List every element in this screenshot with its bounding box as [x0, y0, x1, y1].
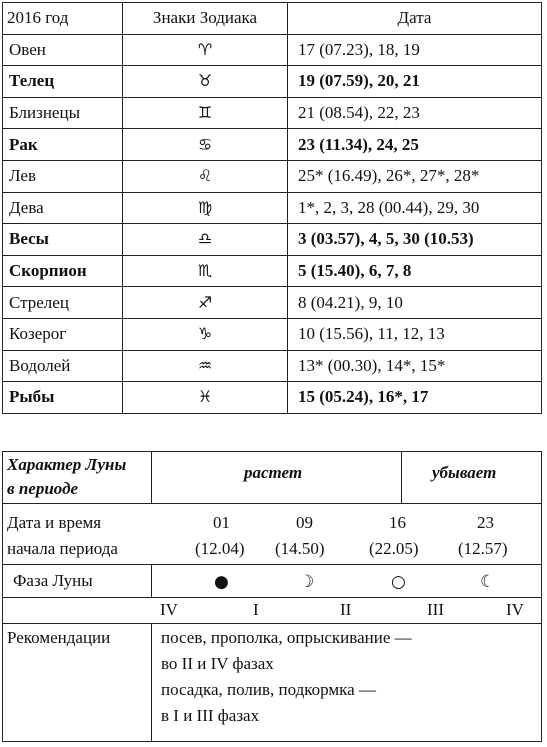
sign-name: Стрелец: [3, 287, 123, 319]
quarter-label: III: [427, 600, 444, 619]
pisces-icon: ♓︎: [197, 387, 213, 407]
sign-dates: 13* (00.30), 14*, 15*: [288, 350, 542, 382]
zodiac-table: [2, 2, 542, 414]
period-time: (12.04): [195, 539, 245, 558]
sign-name: Близнецы: [3, 97, 123, 129]
recommendation-line: в I и III фазах: [161, 706, 260, 725]
table-row: [3, 318, 542, 350]
recommendation-line: посадка, полив, подкормка —: [161, 680, 376, 699]
zodiac-header-row: [3, 3, 542, 35]
moon-table: [2, 451, 542, 742]
recommendation-line: во II и IV фазах: [161, 654, 274, 673]
table-row: [3, 382, 542, 414]
sign-name: Водолей: [3, 350, 123, 382]
sign-dates: 10 (15.56), 11, 12, 13: [288, 318, 542, 350]
sign-name: Рак: [3, 129, 123, 161]
quarter-label: IV: [160, 600, 178, 619]
sign-name: Скорпион: [3, 255, 123, 287]
sign-name: Козерог: [3, 318, 123, 350]
virgo-icon: ♍︎: [197, 197, 213, 217]
divider: [3, 564, 541, 565]
aquarius-icon: ♒︎: [197, 355, 213, 375]
quarter-label: IV: [506, 600, 524, 619]
period-time: (22.05): [369, 539, 419, 558]
table-row: [3, 66, 542, 98]
new-moon-icon: ●: [214, 572, 229, 592]
header-signs: Знаки Зодиака: [123, 3, 288, 35]
first-quarter-moon-icon: ☽: [299, 572, 315, 592]
aries-icon: ♈︎: [197, 39, 213, 59]
divider: [401, 452, 402, 503]
capricorn-icon: ♑︎: [197, 324, 213, 344]
period-day: 01: [213, 513, 230, 532]
divider: [151, 623, 152, 741]
period-time: (14.50): [275, 539, 325, 558]
table-row: [3, 287, 542, 319]
scorpio-icon: ♏︎: [197, 261, 213, 281]
period-day: 23: [477, 513, 494, 532]
table-row: [3, 160, 542, 192]
growing-label: растет: [244, 463, 303, 482]
table-row: [3, 192, 542, 224]
last-quarter-moon-icon: ☾: [480, 572, 496, 592]
quarter-label: II: [340, 600, 352, 619]
sign-dates: 25* (16.49), 26*, 27*, 28*: [288, 160, 542, 192]
sign-dates: 21 (08.54), 22, 23: [288, 97, 542, 129]
sign-dates: 1*, 2, 3, 28 (00.44), 29, 30: [288, 192, 542, 224]
table-row: [3, 224, 542, 256]
waning-label: убывает: [432, 463, 497, 482]
period-day: 09: [296, 513, 313, 532]
table-row: [3, 97, 542, 129]
divider: [3, 623, 541, 624]
header-year: 2016 год: [3, 3, 123, 35]
divider: [3, 597, 541, 598]
sign-dates: 23 (11.34), 24, 25: [288, 129, 542, 161]
moon-character-label-line1: Характер Луны: [7, 455, 127, 474]
period-time: (12.57): [458, 539, 508, 558]
table-row: [3, 34, 542, 66]
moon-character-label-line2: в периоде: [7, 479, 79, 498]
divider: [3, 503, 541, 504]
recommendations-label: Рекомендации: [7, 628, 111, 647]
sign-dates: 19 (07.59), 20, 21: [288, 66, 542, 98]
sign-name: Телец: [3, 66, 123, 98]
sign-name: Овен: [3, 34, 123, 66]
sign-name: Дева: [3, 192, 123, 224]
sign-name: Весы: [3, 224, 123, 256]
leo-icon: ♌︎: [197, 166, 213, 186]
sign-name: Рыбы: [3, 382, 123, 414]
sign-dates: 8 (04.21), 9, 10: [288, 287, 542, 319]
sign-name: Лев: [3, 160, 123, 192]
period-label-line2: начала периода: [7, 539, 118, 558]
quarter-label: I: [253, 600, 259, 619]
table-row: [3, 350, 542, 382]
sign-dates: 17 (07.23), 18, 19: [288, 34, 542, 66]
table-row: [3, 255, 542, 287]
header-date: Дата: [288, 3, 542, 35]
phase-label: Фаза Луны: [13, 571, 93, 590]
recommendation-line: посев, прополка, опрыскивание —: [161, 628, 412, 647]
sign-dates: 3 (03.57), 4, 5, 30 (10.53): [288, 224, 542, 256]
gemini-icon: ♊︎: [197, 103, 213, 123]
period-label-line1: Дата и время: [7, 513, 102, 532]
divider: [151, 564, 152, 597]
sagittarius-icon: ♐︎: [197, 292, 213, 312]
divider: [151, 452, 152, 503]
full-moon-icon: ○: [391, 572, 406, 592]
table-row: [3, 129, 542, 161]
cancer-icon: ♋︎: [197, 134, 213, 154]
taurus-icon: ♉︎: [197, 71, 213, 91]
libra-icon: ♎︎: [197, 229, 213, 249]
period-day: 16: [389, 513, 406, 532]
sign-dates: 5 (15.40), 6, 7, 8: [288, 255, 542, 287]
sign-dates: 15 (05.24), 16*, 17: [288, 382, 542, 414]
